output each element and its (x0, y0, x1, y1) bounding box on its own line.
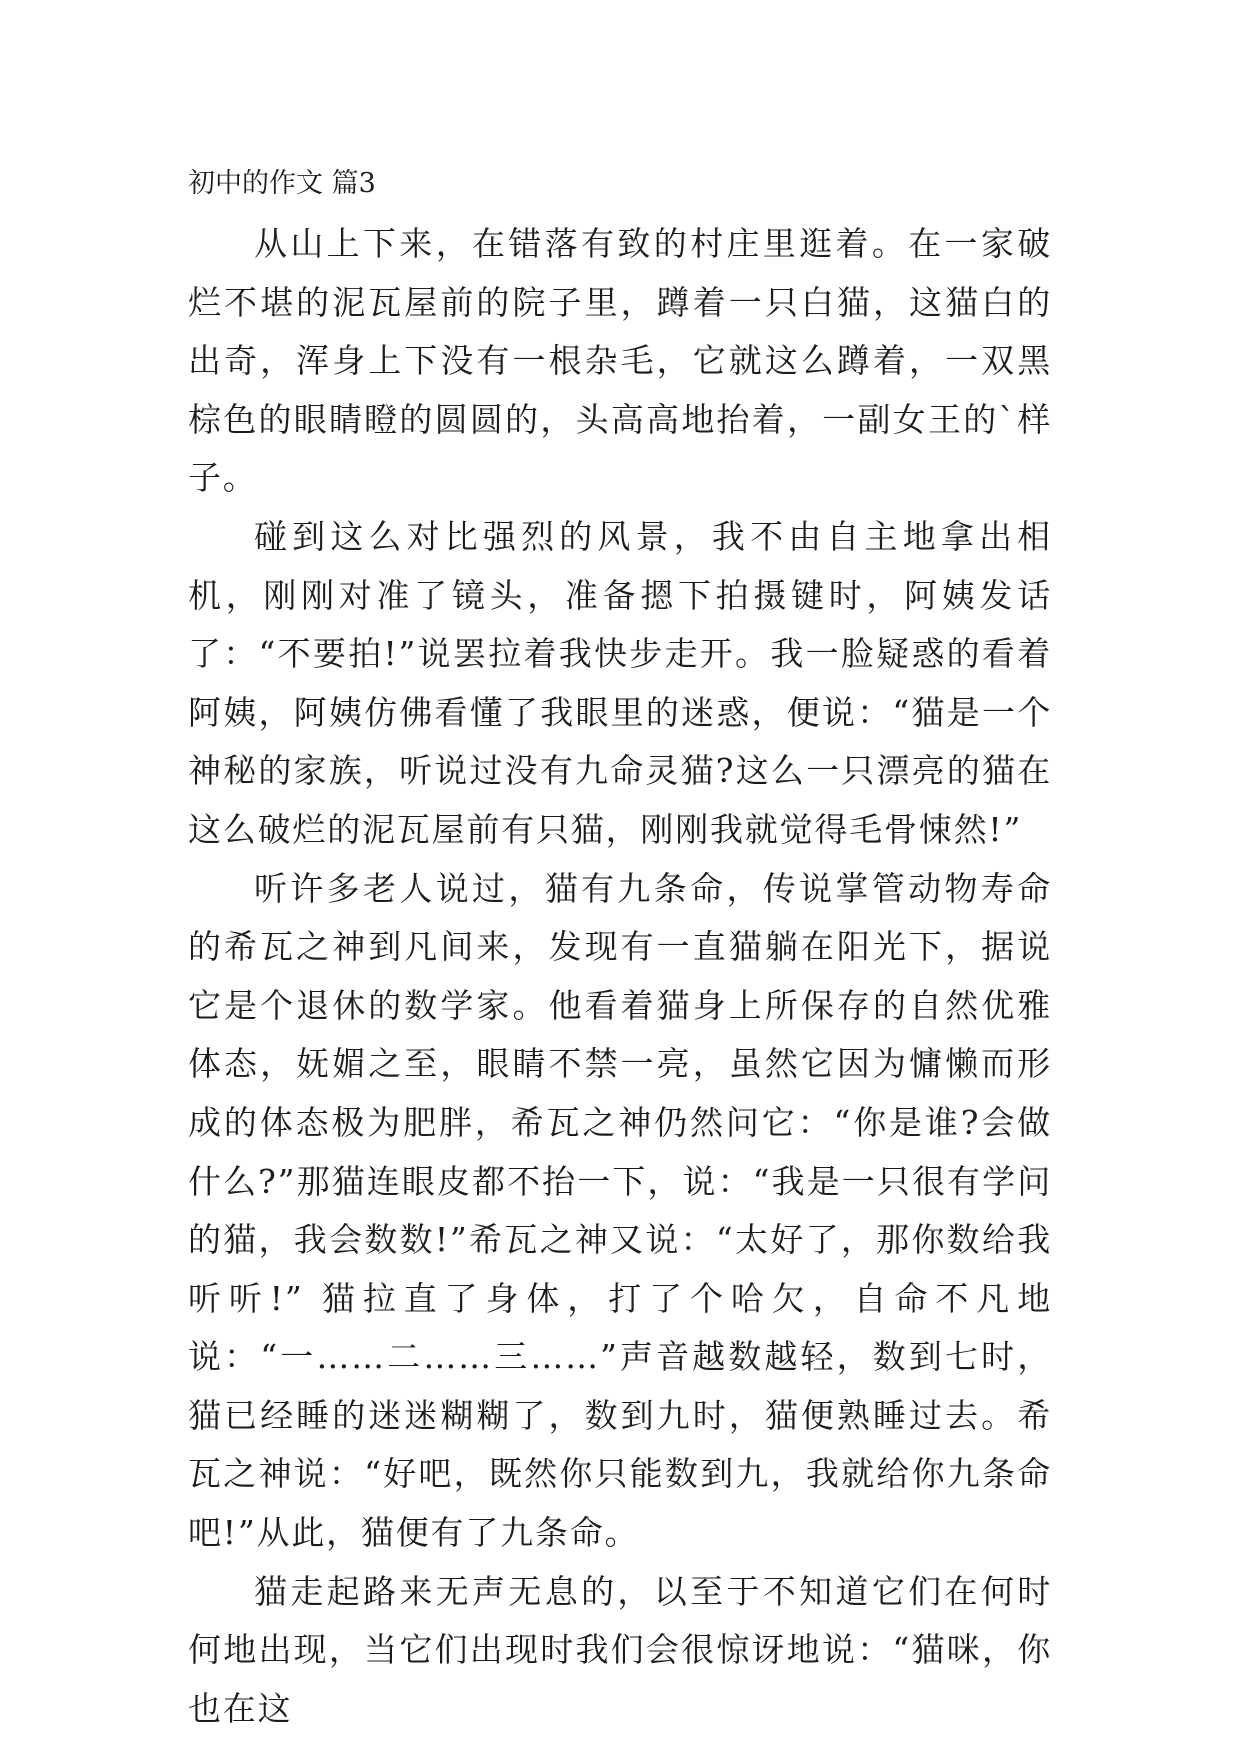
paragraph-3: 听许多老人说过，猫有九条命，传说掌管动物寿命的希瓦之神到凡间来，发现有一直猫躺在阳光下，据说它是个退休的数学家。他看着猫身上所保存的自然优雅体态，妩媚之至，眼睛不禁一亮，虽然它因为慵懒而形成的体态极为肥胖，希瓦之神仍然问它：“你是谁?会做什么?”那猫连眼皮都不抬一下，说：“我是一只很有学问的猫，我会数数!”希瓦之神又说：“太好了，那你数给我听听!” 猫拉直了身体，打了个哈欠，自命不凡地说：“一……二……三……”声音越数越轻，数到七时，猫已经睡的迷迷糊糊了，数到九时，猫便熟睡过去。希瓦之神说：“好吧，既然你只能数到九，我就给你九条命吧!”从此，猫便有了九条命。 (188, 868, 1052, 1553)
document-title: 初中的作文 篇3 (188, 168, 376, 199)
document-body (188, 215, 1052, 1738)
paragraph-1: 从山上下来，在错落有致的村庄里逛着。在一家破烂不堪的泥瓦屋前的院子里，蹲着一只白猫，这猫白的出奇，浑身上下没有一根杂毛，它就这么蹲着，一双黑棕色的眼睛瞪的圆圆的，头高高地抬着，一副女王的`样子。 (188, 224, 1052, 498)
paragraph-2: 碰到这么对比强烈的风景，我不由自主地拿出相机，刚刚对准了镜头，准备摁下拍摄键时，阿姨发话了：“不要拍!”说罢拉着我快步走开。我一脸疑惑的看着阿姨，阿姨仿佛看懂了我眼里的迷惑，便说：“猫是一个神秘的家族，听说过没有九命灵猫?这么一只漂亮的猫在这么破烂的泥瓦屋前有只猫，刚刚我就觉得毛骨悚然!” (188, 516, 1052, 849)
paragraph-4: 猫走起路来无声无息的，以至于不知道它们在何时何地出现，当它们出现时我们会很惊讶地说：“猫咪，你也在这 (188, 1571, 1052, 1728)
